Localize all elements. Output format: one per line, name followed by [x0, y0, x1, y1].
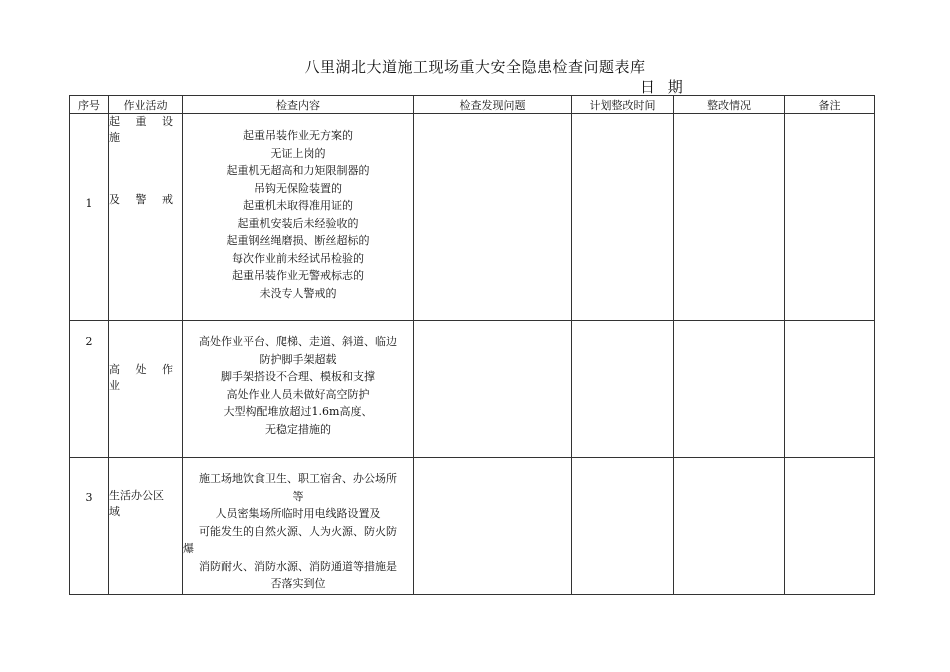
content-line: 起重机安装后未经验收的 — [237, 216, 359, 230]
header-activity: 作业活动 — [109, 96, 183, 114]
header-findings: 检查发现问题 — [414, 96, 572, 114]
content-line: 人员密集场所临时用电线路设置及 — [215, 507, 381, 520]
activity-cell — [109, 321, 183, 458]
table-header-row — [70, 96, 875, 114]
content-line: 起重机无超高和力矩限制器的 — [226, 164, 370, 177]
table-row — [70, 321, 875, 458]
header-remarks: 备注 — [785, 96, 875, 114]
content-cell — [183, 458, 414, 595]
header-planned-time: 计划整改时间 — [572, 96, 674, 114]
activity-text: 及 警 戒 — [109, 193, 179, 206]
content-line: 消防耐火、消防水源、消防通道等措施是 — [199, 559, 397, 573]
content-line: 高处作业平台、爬梯、走道、斜道、临边 — [199, 335, 397, 348]
content-line: 否落实到位 — [270, 577, 326, 590]
content-line: 大型构配堆放超过1.6m高度、 — [223, 405, 373, 418]
activity-text: 域 — [109, 505, 120, 518]
row-number-cell — [70, 458, 109, 595]
rectification-cell[interactable] — [674, 321, 785, 458]
content-line: 起重钢丝绳磨损、断丝超标的 — [226, 234, 370, 247]
content-line: 施工场地饮食卫生、职工宿舍、办公场所 — [199, 472, 397, 485]
activity-cell — [109, 458, 183, 595]
planned-time-cell[interactable] — [572, 114, 674, 321]
planned-time-cell[interactable] — [572, 321, 674, 458]
row-number: 1 — [85, 197, 93, 210]
content-line: 防护脚手架超载 — [259, 352, 337, 366]
header-no: 序号 — [70, 96, 109, 114]
row-number-cell — [70, 321, 109, 458]
content-line: 可能发生的自然火源、人为火源、防火防 — [199, 524, 397, 538]
inspection-table — [69, 95, 875, 595]
findings-cell[interactable] — [414, 458, 572, 595]
rectification-cell[interactable] — [674, 114, 785, 321]
remarks-cell[interactable] — [785, 114, 875, 321]
rectification-cell[interactable] — [674, 458, 785, 595]
content-line: 起重吊装作业无警戒标志的 — [232, 269, 364, 282]
header-rectification: 整改情况 — [674, 96, 785, 114]
content-line: 每次作业前未经试吊检验的 — [232, 251, 364, 265]
row-number: 2 — [85, 335, 93, 348]
remarks-cell[interactable] — [785, 321, 875, 458]
date-label: 日 期 — [640, 78, 687, 96]
content-line: 吊钩无保险装置的 — [254, 181, 342, 195]
row-number-cell — [70, 114, 109, 321]
page-title: 八里湖北大道施工现场重大安全隐患检查问题表库 — [304, 58, 646, 76]
activity-text: 高 处 作 业 — [109, 363, 179, 392]
content-line: 无证上岗的 — [270, 146, 326, 160]
content-line: 爆 — [183, 542, 194, 555]
content-line: 起重吊装作业无方案的 — [243, 129, 353, 142]
findings-cell[interactable] — [414, 321, 572, 458]
content-line: 未没专人警戒的 — [259, 286, 337, 300]
content-cell — [183, 114, 414, 321]
header-content: 检查内容 — [183, 96, 414, 114]
table-row — [70, 458, 875, 595]
remarks-cell[interactable] — [785, 458, 875, 595]
content-line: 高处作业人员未做好高空防护 — [226, 387, 370, 401]
content-line: 起重机未取得准用证的 — [243, 199, 353, 212]
row-number: 3 — [85, 491, 93, 504]
planned-time-cell[interactable] — [572, 458, 674, 595]
content-line: 等 — [292, 489, 304, 503]
activity-text: 生活办公区 — [109, 489, 164, 502]
content-line: 无稳定措施的 — [265, 422, 331, 436]
table-row — [70, 114, 875, 321]
findings-cell[interactable] — [414, 114, 572, 321]
activity-text: 起 重 设 施 — [109, 115, 179, 144]
content-line: 脚手架搭设不合理、模板和支撑 — [221, 370, 375, 383]
activity-cell — [109, 114, 183, 321]
content-cell — [183, 321, 414, 458]
